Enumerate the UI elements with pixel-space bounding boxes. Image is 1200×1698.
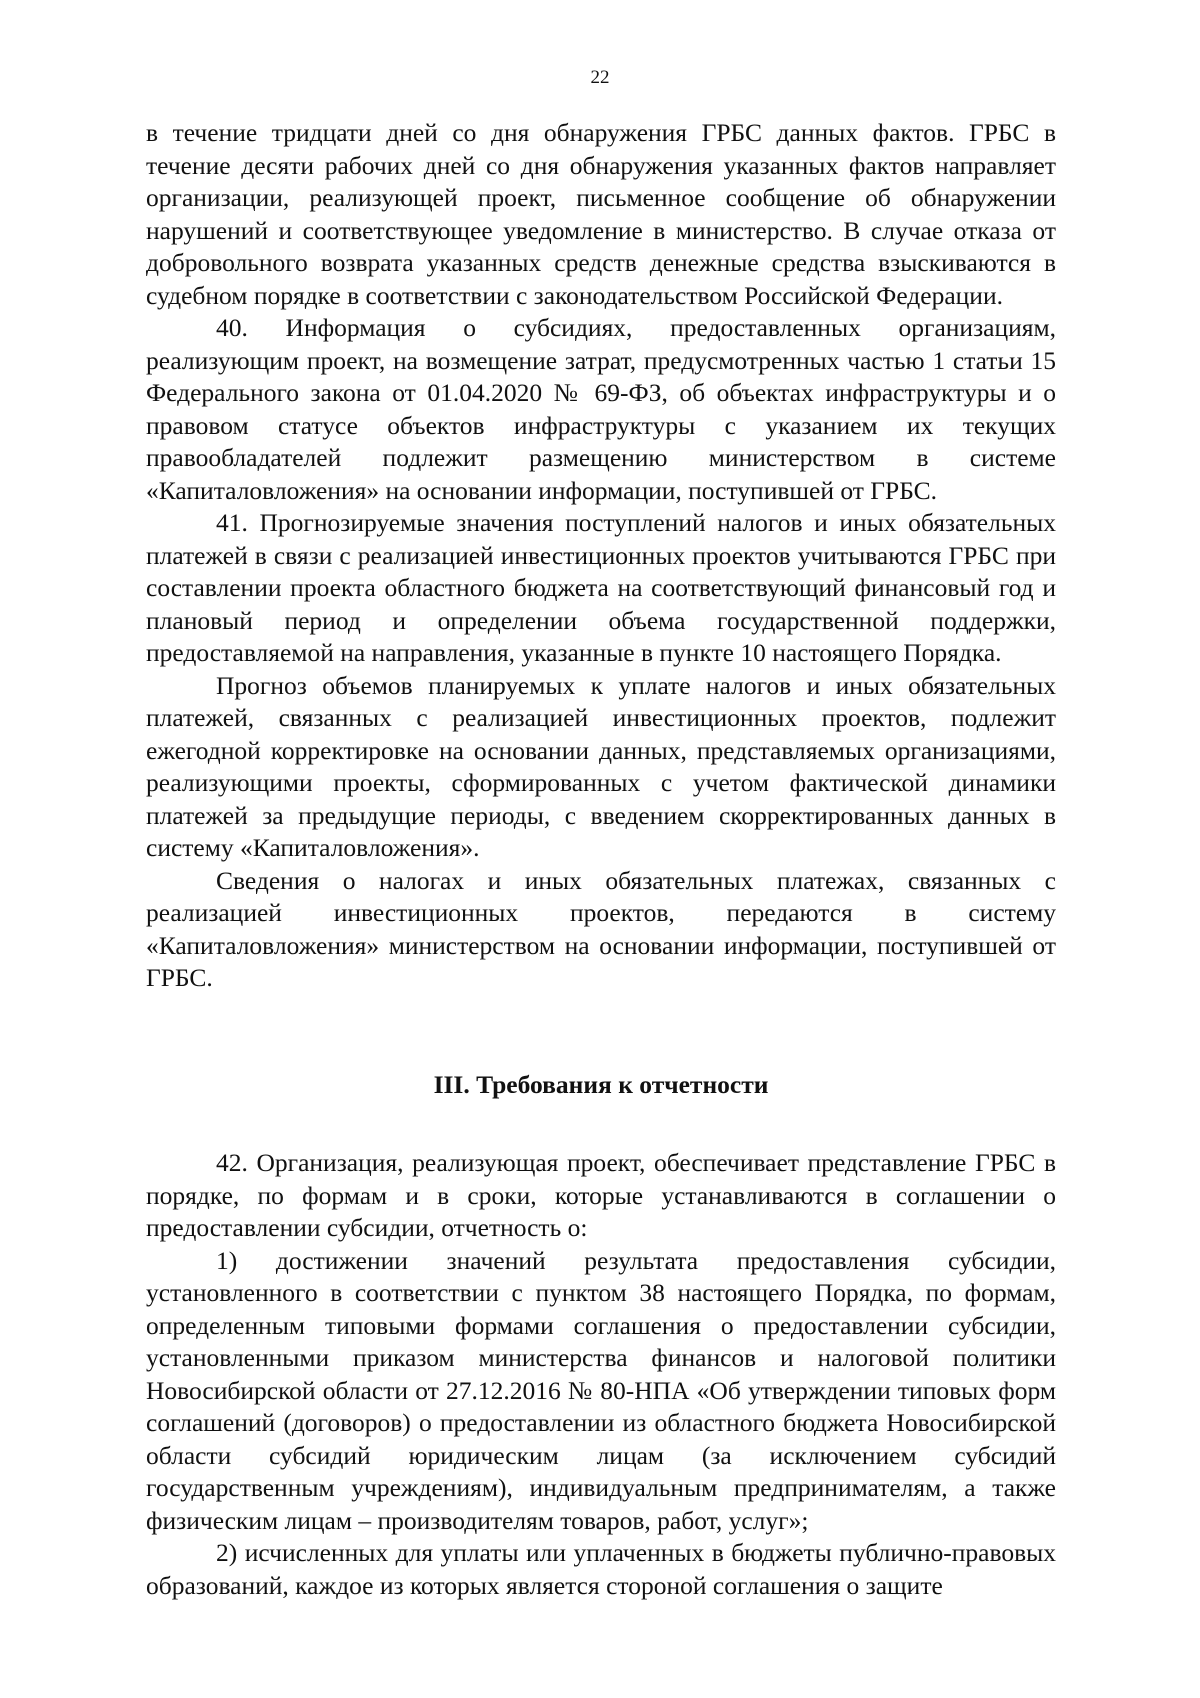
- paragraph-42: 42. Организация, реализующая проект, обеспечивает представление ГРБС в порядке, по формам и в сроки, которые устанавливаются в соглашении о предоставлении субсидии, отчетность о:: [146, 1148, 1056, 1242]
- paragraph-42-item-2: 2) исчисленных для уплаты или уплаченных в бюджеты публично-правовых образований, каждое из которых является стороной соглашения о защите: [146, 1538, 1056, 1600]
- section-heading: III. Требования к отчетности: [433, 1069, 769, 1099]
- paragraph-continuation: в течение тридцати дней со дня обнаружения ГРБС данных фактов. ГРБС в течение десяти рабочих дней со дня обнаружения указанных фактов направляет организации, реализующей проект, письменное сообщение об обнаружении нарушений и соответствующее уведомление в министерство. В случае отказа от добровольного возврата указанных средств денежные средства взыскиваются в судебном порядке в соответствии с законодательством Российской Федерации.: [146, 118, 1056, 310]
- paragraph-tax-info: Сведения о налогах и иных обязательных платежах, связанных с реализацией инвестиционных проектов, передаются в систему «Капиталовложения» министерством на основании информации, поступившей от ГРБС.: [146, 865, 1056, 992]
- paragraph-40: 40. Информация о субсидиях, предоставленных организациям, реализующим проект, на возмещение затрат, предусмотренных частью 1 статьи 15 Федерального закона от 01.04.2020 № 69-ФЗ, об объектах инфраструктуры и о правовом статусе объектов инфраструктуры с указанием их текущих правообладателей подлежит размещению министерством в системе «Капиталовложения» на основании информации, поступившей от ГРБС.: [146, 313, 1056, 505]
- paragraph-forecast: Прогноз объемов планируемых к уплате налогов и иных обязательных платежей, связанных с реализацией инвестиционных проектов, подлежит ежегодной корректировке на основании данных, представляемых организациями, реализующими проекты, сформированных с учетом фактической динамики платежей за предыдущие периоды, с введением скорректированных данных в систему «Капиталовложения».: [146, 670, 1056, 862]
- paragraph-42-item-1: 1) достижении значений результата предоставления субсидии, установленного в соответствии с пунктом 38 настоящего Порядка, по формам, определенным типовыми формами соглашения о предоставлении субсидии, установленными приказом министерства финансов и налоговой политики Новосибирской области от 27.12.2016 № 80-НПА «Об утверждении типовых форм соглашений (договоров) о предоставлении из областного бюджета Новосибирской области субсидий юридическим лицам (за исключением субсидий государственным учреждениям), индивидуальным предпринимателям, а также физическим лицам – производителям товаров, работ, услуг»;: [146, 1245, 1056, 1535]
- page-number: 22: [590, 67, 610, 88]
- document-body: [146, 117, 1056, 1602]
- paragraph-41: 41. Прогнозируемые значения поступлений налогов и иных обязательных платежей в связи с реализацией инвестиционных проектов учитываются ГРБС при составлении проекта областного бюджета на соответствующий финансовый год и плановый период и определении объема государственной поддержки, предоставляемой на направления, указанные в пункте 10 настоящего Порядка.: [146, 508, 1056, 667]
